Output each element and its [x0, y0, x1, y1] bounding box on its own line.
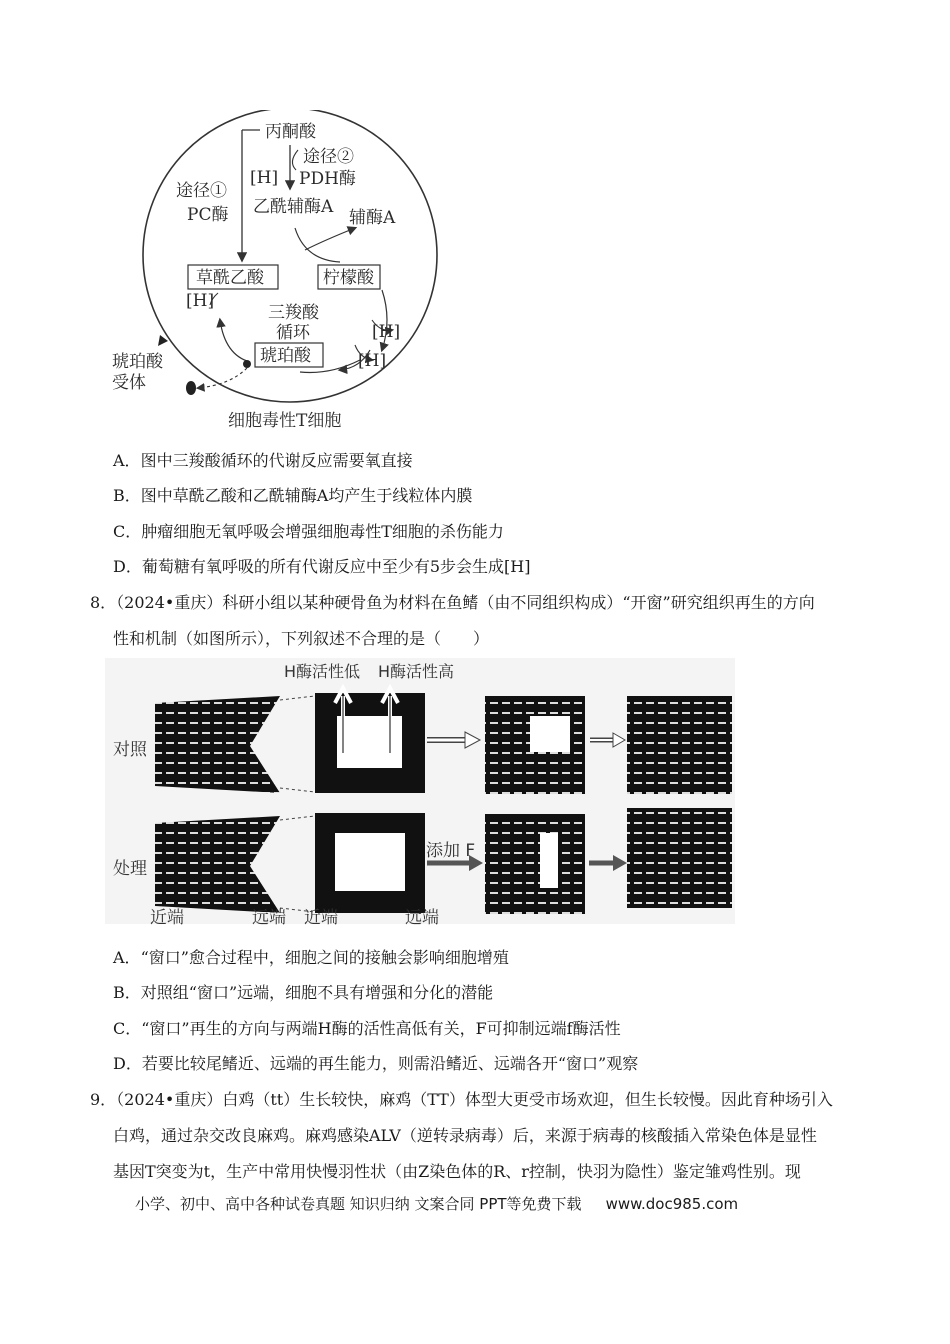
- add-f-label: 添加 F: [426, 841, 476, 861]
- footer: [135, 1193, 738, 1214]
- path1-label: 途径①: [176, 181, 227, 201]
- tca-label-1: 三羧酸: [268, 303, 319, 323]
- acetyl-coa-label: 乙酰辅酶A: [253, 197, 334, 217]
- pdh-label: PDH酶: [299, 169, 356, 189]
- q7-option-a: A．图中三羧酸循环的代谢反应需要氧直接: [113, 451, 413, 470]
- h-right-label-2: [H]: [358, 351, 387, 371]
- h-enzyme-high-label: H酶活性高: [378, 662, 455, 681]
- q8-option-c: C．“窗口”再生的方向与两端H酶的活性高低有关，F可抑制远端f酶活性: [113, 1019, 621, 1038]
- q7-option-c: C．肿瘤细胞无氧呼吸会增强细胞毒性T细胞的杀伤能力: [113, 522, 504, 541]
- q8-option-a: A．“窗口”愈合过程中，细胞之间的接触会影响细胞增殖: [113, 948, 509, 967]
- q8-option-b: B．对照组“窗口”远端，细胞不具有增强和分化的潜能: [113, 983, 494, 1002]
- pyruvate-label: 丙酮酸: [265, 122, 316, 142]
- h-right-label-1: [H]: [372, 322, 401, 342]
- distal-label-1: 远端: [252, 908, 286, 928]
- control-label: 对照: [113, 740, 147, 760]
- fin-figure-drawing: [105, 658, 735, 924]
- tca-label-2: 循环: [276, 323, 310, 343]
- footer-text: 小学、初中、高中各种试卷真题 知识归纳 文案合同 PPT等免费下载: [135, 1195, 582, 1213]
- distal-label-2: 远端: [405, 908, 439, 928]
- receptor-label-2: 受体: [112, 373, 146, 393]
- t-cell-label: 细胞毒性T细胞: [228, 411, 342, 431]
- succinate-label: 琥珀酸: [260, 346, 311, 366]
- receptor-label-1: 琥珀酸: [112, 352, 163, 372]
- metabolism-diagram: [100, 110, 450, 440]
- q7-option-b: B．图中草酰乙酸和乙酰辅酶A均产生于线粒体内膜: [113, 486, 473, 505]
- q9-stem-line3: 基因T突变为t，生产中常用快慢羽性状（由Z染色体的R、r控制，快羽为隐性）鉴定雏鸡性别。现: [113, 1162, 801, 1181]
- citrate-label: 柠檬酸: [323, 268, 374, 288]
- q8-stem-line2: 性和机制（如图所示），下列叙述不合理的是（ ）: [113, 629, 490, 648]
- proximal-label-2: 近端: [304, 908, 338, 928]
- q8-stem-line1: 8．（2024•重庆）科研小组以某种硬骨鱼为材料在鱼鳍（由不同组织构成）“开窗”研究组织再生的方向: [90, 593, 815, 612]
- treatment-label: 处理: [113, 859, 147, 879]
- proximal-label-1: 近端: [150, 908, 184, 928]
- q9-stem-line1: 9．（2024•重庆）白鸡（tt）生长较快，麻鸡（TT）体型大更受市场欢迎，但生长较慢。因此育种场引入: [90, 1090, 833, 1109]
- path2-label: 途径②: [303, 147, 354, 167]
- h-enzyme-low-label: H酶活性低: [284, 662, 361, 681]
- q7-option-d: D．葡萄糖有氧呼吸的所有代谢反应中至少有5步会生成[H]: [113, 557, 531, 576]
- coa-label: 辅酶A: [349, 208, 396, 228]
- pc-label: PC酶: [187, 205, 229, 225]
- footer-site-link[interactable]: www.doc985.com: [605, 1195, 739, 1213]
- oxaloacetate-label: 草酰乙酸: [196, 268, 264, 288]
- h-left-label: [H]: [186, 291, 215, 311]
- q9-stem-line2: 白鸡，通过杂交改良麻鸡。麻鸡感染ALV（逆转录病毒）后，来源于病毒的核酸插入常染色体是显性: [113, 1126, 817, 1145]
- q8-option-d: D．若要比较尾鳍近、远端的再生能力，则需沿鳍近、远端各开“窗口”观察: [113, 1054, 639, 1073]
- h-label: [H]: [250, 168, 279, 188]
